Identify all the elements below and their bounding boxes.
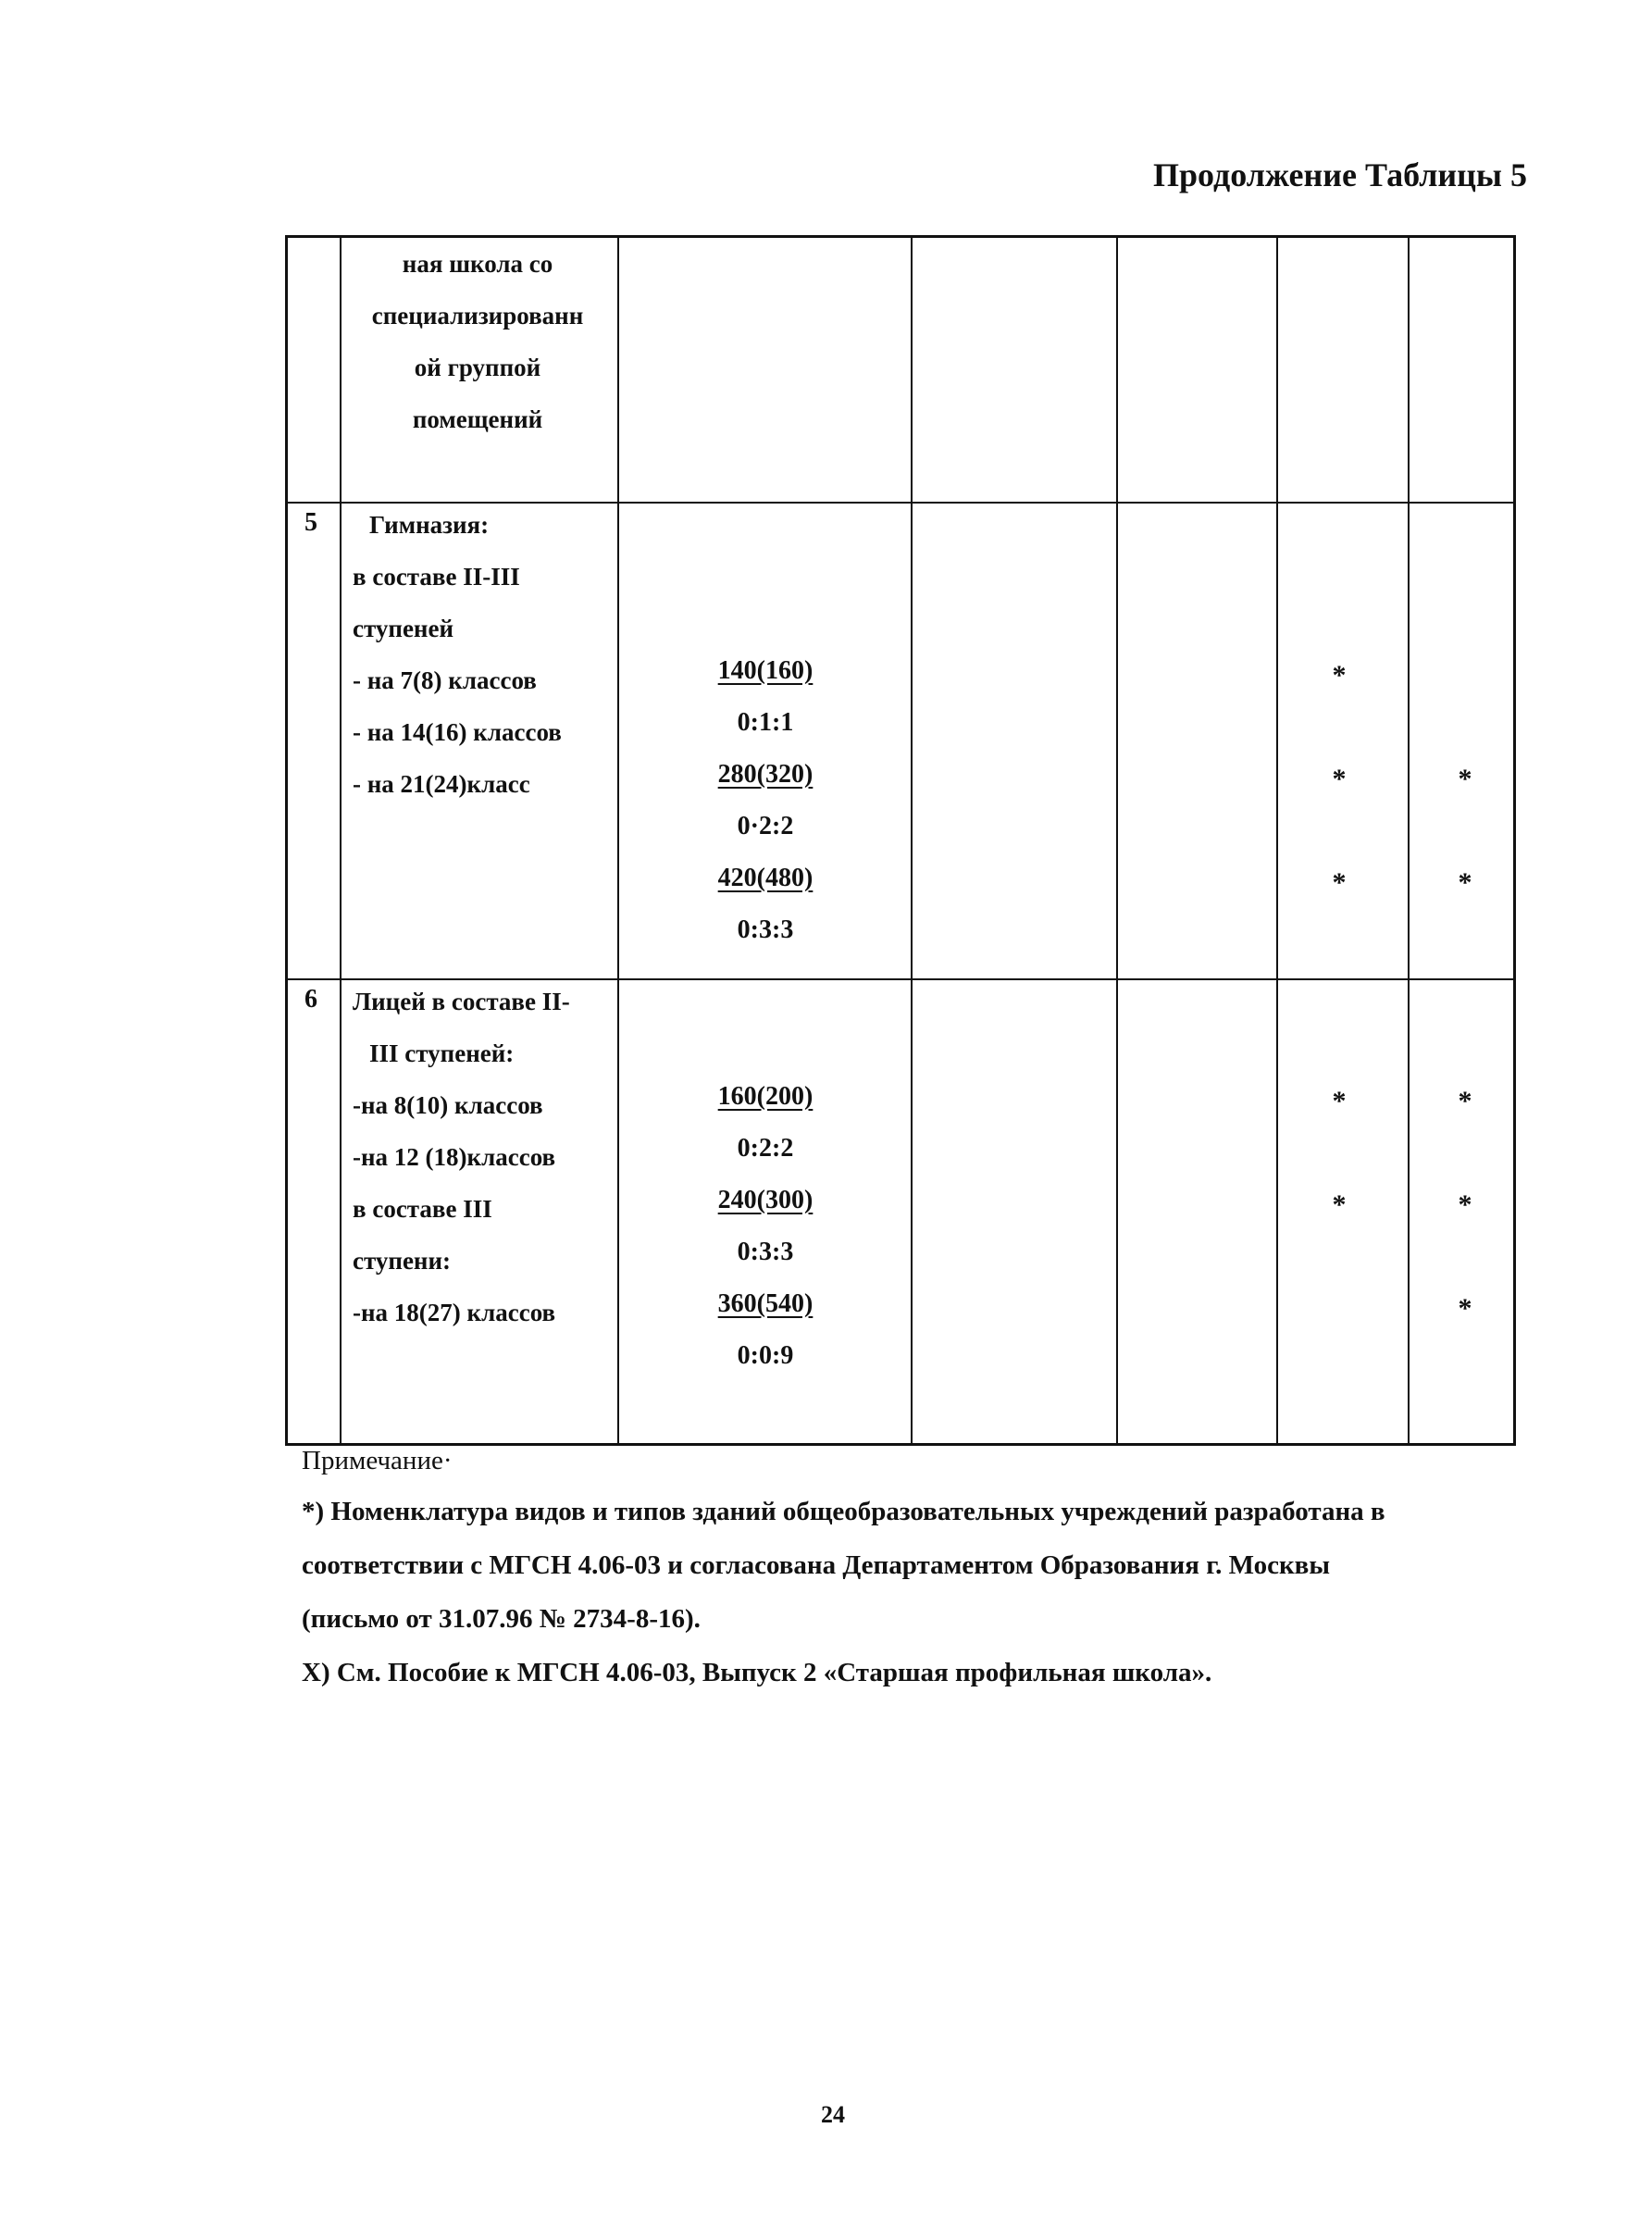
cell-line: в составе II-III [353,563,520,591]
note-label: Примечание· [302,1446,453,1475]
asterisk-mark: * [1332,1189,1347,1220]
cell-line: - на 14(16) классов [353,718,562,746]
cell-line: - на 21(24)класс [353,770,530,798]
row-5-name [353,499,612,810]
cell-line: ступени: [353,1247,452,1275]
asterisk-mark: * [1332,764,1347,794]
capacity-value: 160(200) [717,1082,814,1111]
asterisk-mark: * [1458,867,1472,898]
cell-line: специализированн [371,302,584,330]
column-divider [1408,238,1410,1443]
column-divider [1276,238,1278,1443]
asterisk-mark: * [1458,764,1472,794]
data-table [285,235,1516,1446]
capacity-value: 140(160) [717,656,814,685]
asterisk-mark: * [1458,1293,1472,1324]
asterisk-mark: * [1332,660,1347,691]
column-divider [1116,238,1118,1443]
capacity-value: 240(300) [717,1186,814,1214]
cell-line: -на 12 (18)классов [353,1143,556,1171]
cell-line: ой группой [414,354,541,381]
row-number: 6 [304,985,317,1014]
capacity-value: 280(320) [717,760,814,789]
cell-line: в составе III [353,1195,492,1223]
cell-line: - на 7(8) классов [353,666,537,694]
column-divider [617,238,619,1443]
cell-line: III ступеней: [369,1039,515,1067]
cell-line: Гимназия: [369,511,490,539]
cell-line: -на 8(10) классов [353,1091,543,1119]
note-line: соответствии с МГСН 4.06-03 и согласована Департаментом Образования г. Москвы [302,1550,1330,1580]
column-divider [340,238,342,1443]
ratio-value: 0:3:3 [737,1238,794,1266]
ratio-value: 0·2:2 [737,812,794,840]
asterisk-mark: * [1332,1086,1347,1116]
cell-line: Лицей в составе II- [353,988,570,1015]
cell-line: -на 18(27) классов [353,1299,556,1326]
cell-line: ступеней [353,615,454,642]
note-line: (письмо от 31.07.96 № 2734-8-16). [302,1604,701,1634]
cell-line: помещений [412,405,543,433]
note-line: Х) См. Пособие к МГСН 4.06-03, Выпуск 2 «Старшая профильная школа». [302,1658,1212,1687]
column-divider [911,238,913,1443]
page-title: Продолжение Таблицы 5 [1153,156,1527,193]
cell-line: ная школа со [402,250,553,278]
asterisk-mark: * [1458,1189,1472,1220]
row-6-name [353,976,612,1338]
asterisk-mark: * [1332,867,1347,898]
page-number: 24 [821,2101,845,2128]
continued-row-text [343,238,612,445]
ratio-value: 0:2:2 [737,1134,794,1163]
row-number: 5 [304,508,317,537]
ratio-value: 0:1:1 [737,708,794,737]
ratio-value: 0:3:3 [737,915,794,944]
capacity-value: 360(540) [717,1289,814,1318]
asterisk-mark: * [1458,1086,1472,1116]
note-line: *) Номенклатура видов и типов зданий общеобразовательных учреждений разработана в [302,1497,1385,1526]
ratio-value: 0:0:9 [737,1341,794,1370]
capacity-value: 420(480) [717,864,814,892]
